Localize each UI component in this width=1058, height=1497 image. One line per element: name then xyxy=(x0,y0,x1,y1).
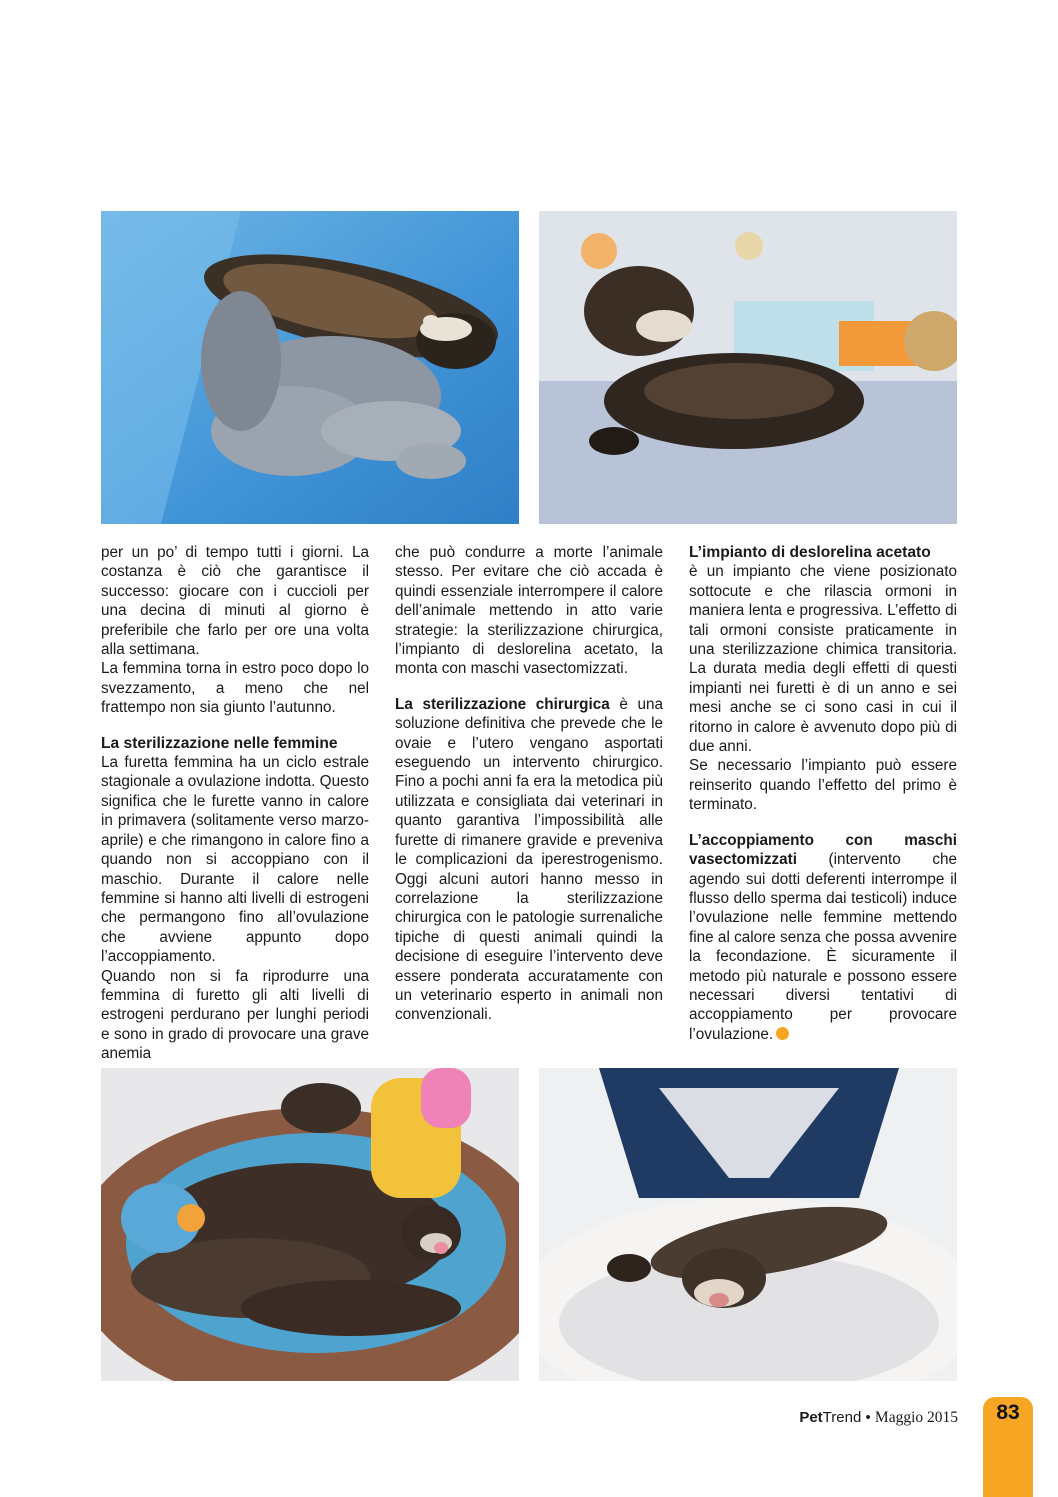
paragraph: che può condurre a morte l’animale stesso. Per evitare che ciò accada è quindi essenziale interrompere il calore dell’animale mettendo in atto varie strategie: la sterilizzazione chirurgica, l’impianto di deslorelina acetato, la monta con maschi vasectomizzati. xyxy=(395,544,663,678)
paragraph: Quando non si fa riprodurre una femmina di furetto gli alti livelli di estrogeni perdurano per lunghi periodi e sono in grado di provocare una grave anemia xyxy=(101,967,369,1063)
end-mark-icon xyxy=(776,1027,789,1040)
paragraph-text: (intervento che agendo sui dotti deferenti interrompe il flusso dello sperma dai testicoli) induce l’ovulazione nelle femmine mettendo fine al calore senza che possa avvenire la fecondazione. È sicuramente il metodo più naturale e possono essere necessari diversi tentativi di accoppiamento per provocare l’ovulazione. xyxy=(689,851,957,1043)
brand-name-bold: Pet xyxy=(799,1409,823,1426)
footer xyxy=(799,1409,958,1427)
paragraph xyxy=(395,695,663,1025)
paragraph: è un impianto che viene posizionato sottocute e che rilascia ormoni in maniera lenta e progressiva. L’effetto di tali ormoni consiste praticamente in una sterilizzazione chimica transitoria. La durata media degli effetti di questi impianti nei furetti è di un anno e sei mesi anche se ci sono casi in cui il ritorno in calore è avvenuto dopo più di due anni. xyxy=(689,563,957,756)
paragraph: per un po’ di tempo tutti i giorni. La costanza è ciò che garantisce il successo: giocare con i cuccioli per una decina di minuti al giorno è preferibile che farlo per ore una volta alla settimana. xyxy=(101,544,369,659)
page-number-tab xyxy=(983,1397,1033,1497)
paragraph: Se necessario l’impianto può essere reinserito quando l’effetto del primo è terminato. xyxy=(689,757,957,814)
text-column-3 xyxy=(689,543,957,1044)
ferret-kit-on-blanket-photo xyxy=(539,211,957,524)
section-heading: La sterilizzazione nelle femmine xyxy=(101,734,338,752)
page-number: 83 xyxy=(996,1401,1020,1424)
text-column-1 xyxy=(101,543,369,1064)
ferrets-sleeping-in-basket-photo xyxy=(101,1068,519,1381)
paragraph: La femmina torna in estro poco dopo lo svezzamento, a meno che nel frattempo non sia giunto l’autunno. xyxy=(101,660,369,717)
paragraph: La furetta femmina ha un ciclo estrale stagionale a ovulazione indotta. Questo significa che le furette vanno in calore in primavera (solitamente verso marzo-aprile) e che rimangono in calore fino a quando non si accoppiano con il maschio. Durante il calore nelle femmine si hanno alti livelli di estrogeni che permangono fino all’ovulazione che avviene appunto dopo l’accoppiamento. xyxy=(101,754,369,966)
inline-heading: L’accoppiamento con maschi vasectomizzati xyxy=(689,831,957,869)
paragraph xyxy=(689,831,957,1044)
brand-name-regular: Trend xyxy=(822,1409,862,1426)
ferret-kit-in-hammock-photo xyxy=(539,1068,957,1381)
issue-date: Maggio 2015 xyxy=(874,1409,958,1426)
ferret-mother-with-kits-photo xyxy=(101,211,519,524)
text-column-2 xyxy=(395,543,663,1025)
separator: • xyxy=(861,1409,875,1426)
inline-heading: La sterilizzazione chirurgica xyxy=(395,695,610,713)
section-heading: L’impianto di deslorelina acetato xyxy=(689,544,931,561)
paragraph-text: è una soluzione definitiva che prevede che le ovaie e l’utero vengano asportati eseguendo un intervento chirurgico. Fino a pochi anni fa era la metodica più utilizzata e consigliata dai veterinari in quanto garantiva l’impossibilità alle furette di rimanere gravide e preveniva le complicazioni da iperestrogenismo. Oggi alcuni autori hanno messo in correlazione la sterilizzazione chirurgica con le patologie surrenaliche tipiche di questi animali quindi la decisione di eseguire l’intervento deve essere ponderata accuratamente con un veterinario esperto in animali non convenzionali. xyxy=(395,695,663,1024)
